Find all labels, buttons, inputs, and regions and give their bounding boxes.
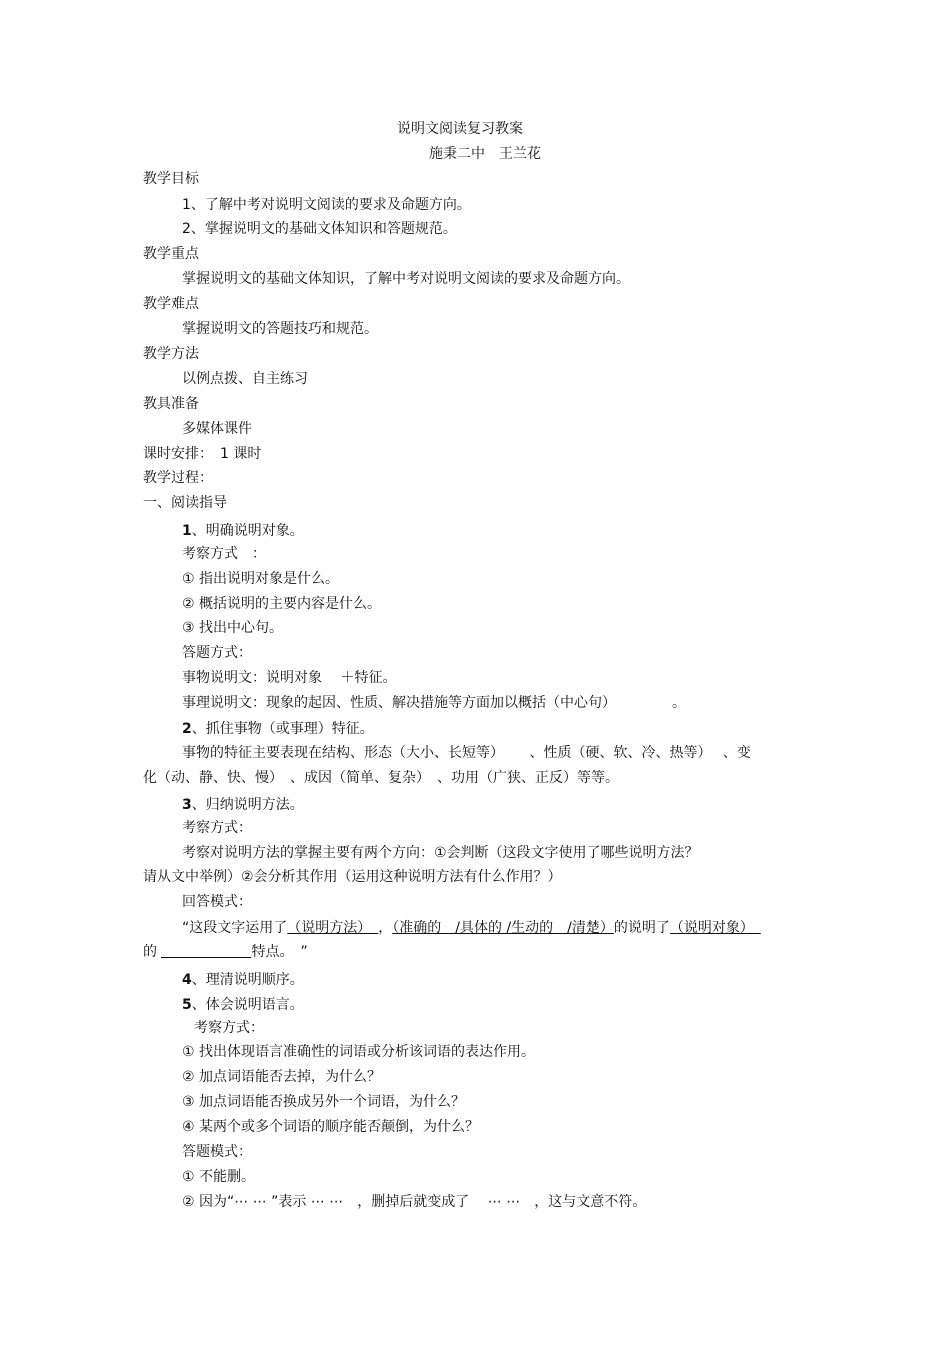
feature-line-2: 化（动、静、快、慢） 、成因（简单、复杂） 、功用（广狭、正反）等等。 <box>143 770 619 786</box>
goal-1: 1、了解中考对说明文阅读的要求及命题方向。 <box>182 197 471 213</box>
reply-blank-feature <box>161 943 251 958</box>
point-3-number: 3 <box>182 797 192 813</box>
reply-part-2: 的说明了 <box>613 920 670 936</box>
answer-way: 答题方式： <box>182 645 252 661</box>
point-5-text: 、体会说明语言。 <box>191 997 304 1013</box>
point-4-number: 4 <box>182 972 192 988</box>
question-1: ① 指出说明对象是什么。 <box>182 571 340 587</box>
goal-2: 2、掌握说明文的基础文体知识和答题规范。 <box>182 221 457 237</box>
exam-way-2: 考察方式： <box>182 820 252 836</box>
method-heading: 教学方法 <box>143 346 199 362</box>
answer-mode-1: ① 不能删。 <box>182 1169 256 1185</box>
reply-blank-method: （说明方法） <box>287 920 379 936</box>
answer-mode-2: ② 因为“⋯ ⋯ ”表示 ⋯ ⋯ ，删掉后就变成了 ⋯ ⋯ ，这与文意不符。 <box>182 1194 647 1210</box>
process-heading: 教学过程： <box>143 470 213 486</box>
hours-line: 课时安排： 1 课时 <box>143 446 262 462</box>
point-2-text: 、抓住事物（或事理）特征。 <box>191 721 374 737</box>
answer-2-text: 事理说明文：现象的起因、性质、解决措施等方面加以概括（中心句） <box>182 695 616 711</box>
answer-1: 事物说明文：说明对象 ＋特征。 <box>182 670 397 686</box>
point-2-number: 2 <box>182 721 192 737</box>
point-1 <box>182 522 304 540</box>
answer-2 <box>182 694 686 712</box>
point-4-text: 、理清说明顺序。 <box>191 972 304 988</box>
point-1-text: 、明确说明对象。 <box>191 523 304 539</box>
exam-way-3: 考察方式： <box>194 1020 264 1036</box>
tools-text: 多媒体课件 <box>182 421 252 437</box>
point-4 <box>182 971 304 989</box>
point-5-number: 5 <box>182 997 192 1013</box>
point-3 <box>182 796 304 814</box>
reply-part-3: 的 <box>143 944 157 960</box>
reply-blank-object: （说明对象） <box>669 920 761 936</box>
answer-2-end: 。 <box>672 695 686 711</box>
answer-mode: 答题模式： <box>182 1144 252 1160</box>
section-1-heading: 一、阅读指导 <box>143 495 227 511</box>
point-5 <box>182 996 304 1014</box>
reply-blank-adjective: （准确的 /具体的 /生动的 /清楚） <box>392 920 614 936</box>
difficulty-text: 掌握说明文的答题技巧和规范。 <box>182 321 378 337</box>
language-question-3: ③ 加点词语能否换成另外一个词语，为什么？ <box>182 1094 465 1110</box>
point-1-number: 1 <box>182 523 192 539</box>
key-text: 掌握说明文的基础文体知识，了解中考对说明文阅读的要求及命题方向。 <box>182 271 630 287</box>
language-question-4: ④ 某两个或多个词语的顺序能否颠倒，为什么？ <box>182 1119 479 1135</box>
key-heading: 教学重点 <box>143 246 199 262</box>
point-3-text: 、归纳说明方法。 <box>191 797 304 813</box>
question-2: ② 概括说明的主要内容是什么。 <box>182 596 382 612</box>
method-line-2: 请从文中举例）②会分析其作用（运用这种说明方法有什么作用？） <box>143 869 562 885</box>
goals-heading: 教学目标 <box>143 171 199 187</box>
exam-way-1: 考察方式 ： <box>182 546 266 562</box>
point-2 <box>182 720 374 738</box>
feature-line-1: 事物的特征主要表现在结构、形态（大小、长短等） 、性质（硬、软、冷、热等） 、变 <box>182 745 751 761</box>
reply-template-line-1 <box>182 919 761 937</box>
difficulty-heading: 教学难点 <box>143 296 199 312</box>
reply-part-1: “这段文字运用了 <box>182 920 288 936</box>
page-title: 说明文阅读复习教案 <box>397 121 523 137</box>
reply-comma: ， <box>378 920 393 936</box>
reply-template-line-2 <box>143 943 308 961</box>
reply-mode: 回答模式： <box>182 894 252 910</box>
method-line-1: 考察对说明方法的掌握主要有两个方向：①会判断（这段文字使用了哪些说明方法？ <box>182 845 699 861</box>
author-line: 施秉二中 王兰花 <box>429 146 541 162</box>
method-text: 以例点拨、自主练习 <box>182 371 308 387</box>
tools-heading: 教具准备 <box>143 396 199 412</box>
language-question-1: ① 找出体现语言准确性的词语或分析该词语的表达作用。 <box>182 1044 535 1060</box>
question-3: ③ 找出中心句。 <box>182 620 284 636</box>
language-question-2: ② 加点词语能否去掉，为什么？ <box>182 1069 382 1085</box>
reply-part-4: 特点。 ” <box>251 944 308 960</box>
